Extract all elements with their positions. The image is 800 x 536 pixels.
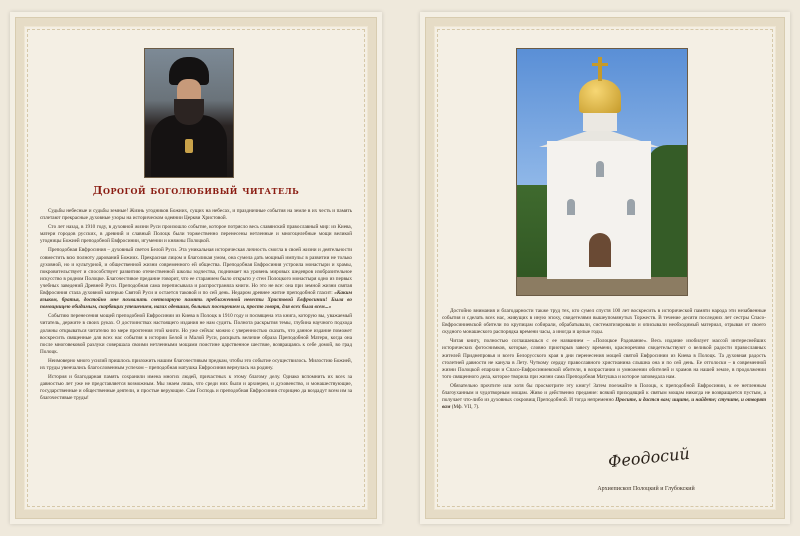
paragraph: История и благодарная память сохранили имена многих людей, причастных к этому благому делу. Однако вспомнить их всех за давностью лет уже не представляется возможным. Мы знаем лишь, что среди них были и архиереи, и духовенство, и монашествующие, государственные и общественные деятели, и простые верующие. Сам Господь и преподобная Евфросиния сторицею да воздадут всем им за благочестивые труды! <box>40 374 352 402</box>
church-window <box>627 199 635 215</box>
photo-ground <box>517 277 687 295</box>
church-door <box>589 233 611 267</box>
church-cross <box>598 57 602 81</box>
paragraph-text: Преподобная Евфросиния – духовный светоч Белой Руси. Эта уникальная историческая личность смогла в своей жизни и деятельности совместить всю полноту дарований Божиих. Прекрасная лицом и благоликая умом, она сумела дать мощный импульс в развитии не только духовной, но и культурной, и общественной жизни современного ей общества. Преподобная Евфросиния устроила монастыри и храмы, покровительствует и способствует развитию отечественной школы зодчества, поднимает на уровень мировых шедевров изобразительное искусство в родном Полоцке. Благочестивое предание говорит, что ее старанием было открыто у стен Полоцкого монастыря одно из первых учебных заведений Древней Руси. Преподобная сама переписывала и распространяла книги. Но это не все: она при земной жизни святая Евфросиния стала духовной матерью Святой Руси и остается таковой и по сей день. Недаром древнее житие преподобной гласит: <box>40 247 352 297</box>
right-page <box>420 12 790 524</box>
paragraph <box>40 247 352 311</box>
vita-quote: «Каким языком, братья, достойно мне похвалить светозарную память преблаженной невесты Христовой Евфросинии! Была во помощницею обидимым, скорбящих утешением, нагих одевшим, больных посещением и, просто говоря, для всех была всем...» <box>40 290 353 311</box>
church-photo <box>516 48 688 296</box>
left-page <box>10 12 382 524</box>
church-dome <box>579 79 621 113</box>
paragraph: Читая книгу, полностью соглашаешься с ее названием – «Полоцкое Радование». Весь издание изобилует массой интереснейших исторических фотоснимков, которые, словно приоткрыв завесу времени, красноречиво свидетельствуют о великой радости православных жителей Приднепровья и всего Белорусского края в дни перенесения мощей святой Евфросинии из Киева в Полоцк. Та духовная радость столетней давности не канула в Лету. Чуткому сердцу православного христианина слышна она и по сей день. Ее отголоски – в современной жизни Полоцкой епархии и Спасо-Евфросиниевской обители, в возрастании и умножении обителей и храмов на нашей земле, в продолжении того священного дела, которое творила при жизни сама Преподобная Матушка и которое заповедала нам. <box>442 338 766 380</box>
church-cross-bar <box>592 63 608 66</box>
paragraph-text: Обязательно прочтите или хотя бы просмотрите эту книгу! Затем поезжайте в Полоцк, к преподобной Евфросинии, к ее нетленным благоуханным и чудотворным мощам. Живо и действенно предание: всякий приходящий к святым мощам никогда не возвращается пустым, а получает что-либо из духовных сокровищ Преподобной. <box>442 382 766 404</box>
church-window <box>567 199 575 215</box>
paragraph: Неимоверно много усилий пришлось приложить нашим благочестивым предкам, чтобы это событие осуществилось. Милостию Божией, их труды увенчались благословенным успехом – преподобная матушка Евфросиния вернулась на родину. <box>40 357 352 371</box>
gospel-reference: (Мф. VII, 7). <box>451 404 480 411</box>
closing-lead: И тогда непременно <box>569 397 614 404</box>
paragraph: Достойно внимания и благодарности также труд тех, кто сумел спустя 100 лет воскресить в исторической памяти народа эти незабвенные события и сделать всех нас, живущих в иную эпоху, свидетелями вышеупомянутых Торжеств. В течение десяти последних лет сестры Спасо-Евфросиниевской обители по крупицам собирали, обрабатывали, систематизировали и описывали необходимый материал, отрывая от своего скудного монашеского распорядка времени часы, а иногда и целые годы. <box>442 308 766 336</box>
photo-tree-right <box>647 145 687 295</box>
signer-title: Архиепископ Полоцкий и Глубокский <box>597 486 695 492</box>
letter-text-left <box>40 208 352 404</box>
portrait-panagia <box>185 139 193 153</box>
archbishop-portrait <box>144 48 234 178</box>
church-window <box>596 161 604 177</box>
letter-text-right <box>442 308 766 413</box>
page-heading: Дорогой боголюбивый читатель <box>92 184 300 197</box>
paragraph: Сто лет назад, в 1910 году, в духовной жизни Руси произошло событие, которое потрясло весь славянский православный мир: из Киева, матери городов русских, в древний и славный Полоцк были торжественно перенесены нетленные и многоцелебные мощи великой угодницы Божией преподобной Евфросинии, игумении и княжны Полоцкой. <box>40 224 352 245</box>
portrait-beard <box>174 99 204 125</box>
signature: Феодосий <box>607 443 691 472</box>
paragraph: Судьбы небесные и судьбы земные! Жизнь угодников Божиих, сущих на небесах, и праздничные события на земле в их честь и память сплетают прекрасные духовные узоры на историческом одеянии Церкви Христовой. <box>40 208 352 222</box>
gospel-quote: Просите, и дастся вам; ищите, и найдете; стучите, и отворят вам <box>442 397 767 411</box>
paragraph <box>442 383 766 411</box>
paragraph: Событию перенесения мощей преподобной Евфросинии из Киева в Полоцк в 1910 году и посвящена эта книга, которую вы, уважаемый читатель, держите в своих руках. О достоинствах настоящего издания не нам судить. Полнота раскрытия темы, глубина научного подхода должны открываться читателю по мере прочтения этой книги. Но уже сейчас можно с уверенностью сказать, что данное издание поможет воскресить священные для всех нас события в истории Белой и Малой Руси, раскрыть величие образа Преподобной Матери, когда она после многовековой разлуки совершала своими нетленными мощами поистине царственное шествие, возвращаясь к себе домой, во град Полоцк. <box>40 313 352 355</box>
